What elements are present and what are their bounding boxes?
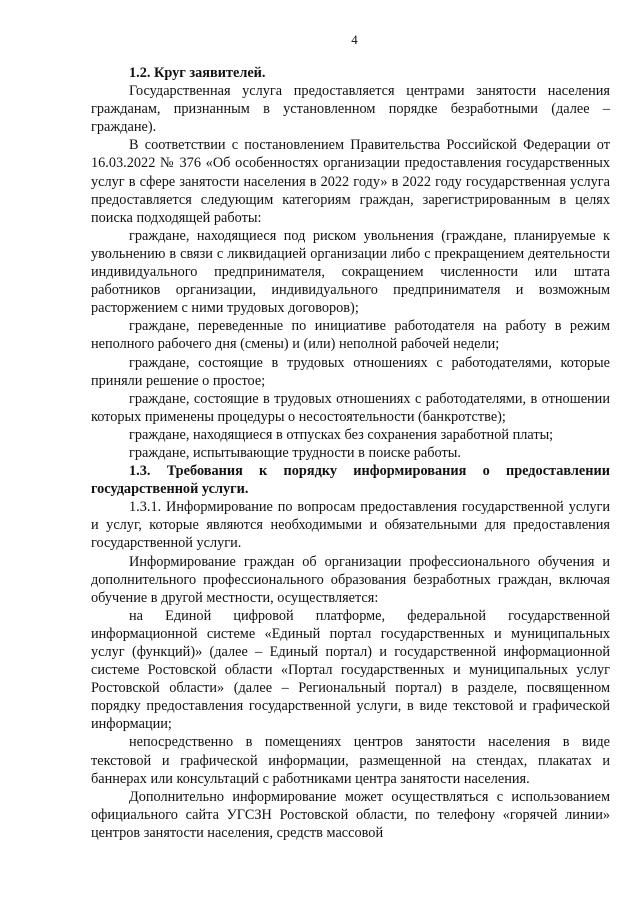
paragraph: Дополнительно информирование может осуществляться с использованием официального сайта УГСЗН Ростовской области, по телефону «горячей линии» центров занятости населения, средств массовой [91, 788, 610, 841]
section-heading-1-3: 1.3. Требования к порядку информирования о предоставлении государственной услуги. [91, 463, 610, 498]
paragraph: Информирование граждан об организации профессионального обучения и дополнительного профессионального образования безработных граждан, включая обучение в другой местности, осуществляется: [91, 553, 610, 606]
paragraph: В соответствии с постановлением Правительства Российской Федерации от 16.03.2022 № 376 «Об особенностях организации предоставления государственных услуг в сфере занятости населения в 2022 году» в 2022 году государственная услуга предоставляется следующим категориям граждан, зарегистрированным в целях поиска подходящей работы: [91, 137, 610, 226]
section-heading-1-2: 1.2. Круг заявителей. [129, 65, 266, 81]
paragraph: Государственная услуга предоставляется центрами занятости населения гражданам, признанным в установленном порядке безработными (далее – граждане). [91, 83, 610, 136]
document-body [91, 64, 610, 842]
page-number: 4 [351, 32, 358, 47]
paragraph: на Единой цифровой платформе, федеральной государственной информационной системе «Единый портал государственных и муниципальных услуг (функций)» (далее – Единый портал) и государственной информационной системе Ростовской области «Портал государственных и муниципальных услуг Ростовской области» (далее – Региональный портал) в разделе, посвященном порядку предоставления государственной услуги, в виде текстовой и графической информации; [91, 607, 610, 733]
paragraph: граждане, находящиеся под риском увольнения (граждане, планируемые к увольнению в связи с ликвидацией организации либо с прекращением деятельности индивидуального предпринимателя, сокращением численности или штата работников организации, индивидуального предпринимателя и возможным расторжением с ними трудовых договоров); [91, 227, 610, 317]
paragraph: граждане, испытывающие трудности в поиске работы. [129, 444, 461, 461]
paragraph: граждане, состоящие в трудовых отношениях с работодателями, в отношении которых применены процедуры о несостоятельности (банкротстве); [91, 390, 610, 425]
paragraph: граждане, находящиеся в отпусках без сохранения заработной платы; [129, 426, 554, 443]
paragraph: непосредственно в помещениях центров занятости населения в виде текстовой и графической информации, размещенной на стендах, плакатах и баннерах или консультаций с работниками центра занятости населения. [91, 734, 610, 787]
paragraph: граждане, состоящие в трудовых отношениях с работодателями, которые приняли решение о простое; [91, 354, 610, 389]
paragraph: 1.3.1. Информирование по вопросам предоставления государственной услуги и услуг, которые являются необходимыми и обязательными для предоставления государственной услуги. [91, 499, 610, 552]
paragraph: граждане, переведенные по инициативе работодателя на работу в режим неполного рабочего дня (смены) и (или) неполной рабочей недели; [91, 318, 610, 353]
document-page [91, 32, 610, 842]
